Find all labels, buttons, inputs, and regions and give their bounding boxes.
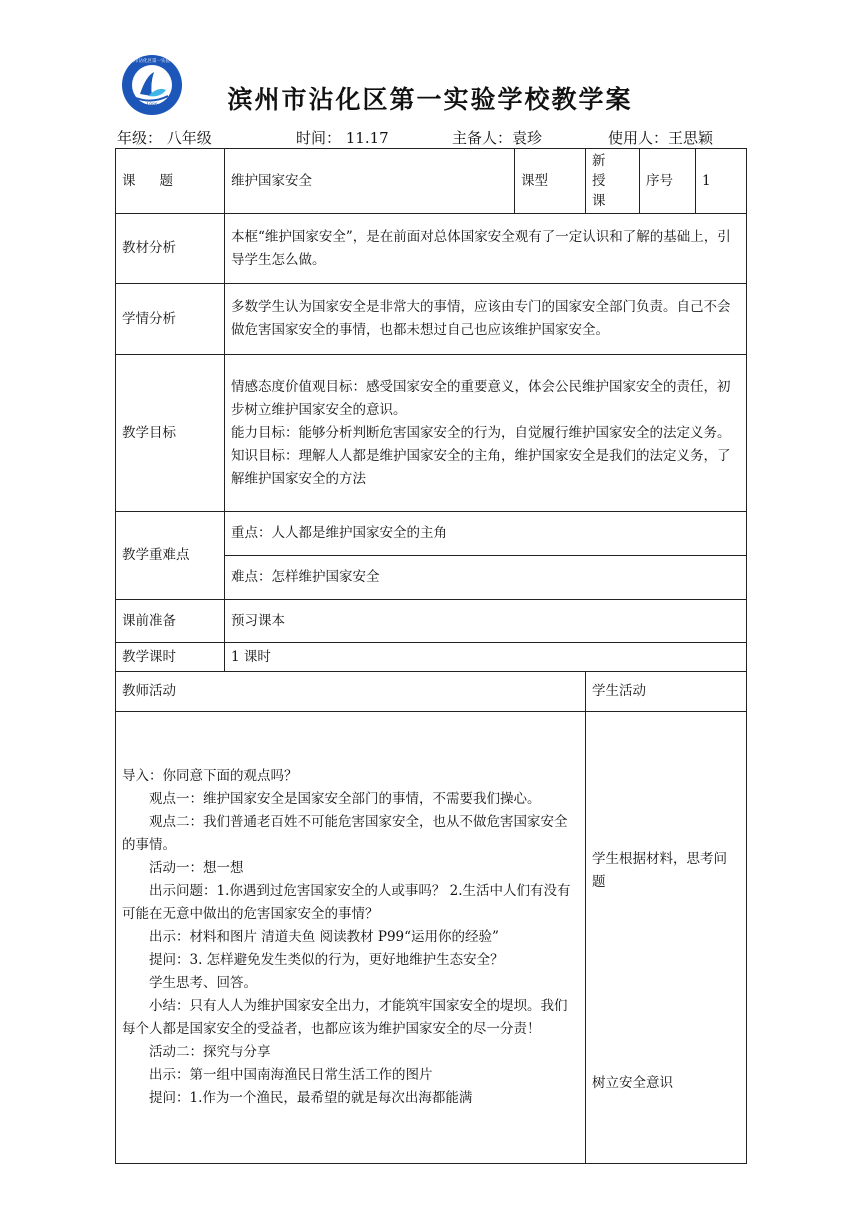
material-row xyxy=(116,214,747,284)
goals-row xyxy=(116,355,747,512)
student-label: 学情分析 xyxy=(116,284,225,355)
teacher-line: 出示问题：1.你遇到过危害国家安全的人或事吗？ 2.生活中人们有没有可能在无意中做出的危害国家安全的事情？ xyxy=(122,883,571,922)
student-note: 学生根据材料，思考问题 xyxy=(592,850,727,890)
prep-label: 课前准备 xyxy=(116,600,225,643)
goals-label: 教学目标 xyxy=(116,355,225,512)
type-label: 课型 xyxy=(515,149,586,214)
prep-row xyxy=(116,600,747,643)
teacher-line: 提问：3. 怎样避免发生类似的行为，更好地维护生态安全？ xyxy=(149,952,504,968)
hours-row xyxy=(116,643,747,672)
student-activity xyxy=(586,712,747,1164)
goals-value xyxy=(225,355,747,512)
seq-value: 1 xyxy=(696,149,747,214)
student-row xyxy=(116,284,747,355)
logo-text: 滨州市沾化区第一实验学校 xyxy=(125,59,179,64)
goal-knowledge: 知识目标：理解人人都是维护国家安全的主角，维护国家安全是我们的法定义务，了解维护国家安全的方法 xyxy=(231,447,731,487)
keypoint-row xyxy=(116,512,747,556)
difficulty-value: 难点：怎样维护国家安全 xyxy=(225,556,747,600)
grade-field: 年级： 八年级 xyxy=(117,129,212,147)
activity-header-row xyxy=(116,672,747,712)
topic-label: 课题 xyxy=(122,172,197,189)
student-note: 树立安全意识 xyxy=(592,1074,673,1091)
teacher-line: 活动二：探究与分享 xyxy=(149,1044,271,1060)
page-title: 滨州市沾化区第一实验学校教学案 xyxy=(227,85,633,114)
hours-value: 1 课时 xyxy=(225,643,747,672)
preparer-field: 主备人：袁珍 xyxy=(452,129,543,147)
student-value: 多数学生认为国家安全是非常大的事情，应该由专门的国家安全部门负责。自己不会做危害国家安全的事情，也都未想过自己也应该维护国家安全。 xyxy=(225,284,747,355)
teacher-header: 教师活动 xyxy=(116,672,586,712)
teacher-line: 出示：第一组中国南海渔民日常生活工作的图片 xyxy=(149,1067,433,1083)
activity-body-row xyxy=(116,712,747,1164)
material-label: 教材分析 xyxy=(116,214,225,284)
teacher-line: 导入：你同意下面的观点吗？ xyxy=(122,768,298,784)
type-value: 新授课 xyxy=(586,149,640,214)
teacher-line: 小结：只有人人为维护国家安全出力，才能筑牢国家安全的堤坝。我们每个人都是国家安全的受益者，也都应该为维护国家安全的尽一分责！ xyxy=(122,998,568,1037)
goal-ability: 能力目标：能够分析判断危害国家安全的行为，自觉履行维护国家安全的法定义务。 xyxy=(231,424,731,441)
seq-label: 序号 xyxy=(640,149,696,214)
topic-row xyxy=(116,149,747,214)
user-field: 使用人：王思颖 xyxy=(608,129,714,147)
teacher-line: 学生思考、回答。 xyxy=(149,975,257,991)
teacher-line: 提问：1.作为一个渔民，最希望的就是每次出海都能满 xyxy=(149,1090,473,1106)
hours-label: 教学课时 xyxy=(116,643,225,672)
teacher-line: 观点二：我们普通老百姓不可能危害国家安全，也从不做危害国家安全的事情。 xyxy=(122,814,568,853)
prep-value: 预习课本 xyxy=(225,600,747,643)
teacher-activity xyxy=(116,712,586,1164)
topic-value: 维护国家安全 xyxy=(225,149,515,214)
time-field: 时间： 11.17 xyxy=(296,129,389,147)
lesson-plan-table xyxy=(115,148,747,1164)
keypoints-label: 教学重难点 xyxy=(116,512,225,600)
student-header: 学生活动 xyxy=(586,672,747,712)
key-value: 重点：人人都是维护国家安全的主角 xyxy=(225,512,747,556)
teacher-line: 出示：材料和图片 清道夫鱼 阅读教材 P99“运用你的经验” xyxy=(149,929,499,945)
material-value: 本框“维护国家安全”，是在前面对总体国家安全观有了一定认识和了解的基础上，引导学生怎么做。 xyxy=(225,214,747,284)
goal-emotion: 情感态度价值观目标：感受国家安全的重要意义，体会公民维护国家安全的责任，初步树立维护国家安全的意识。 xyxy=(231,378,731,418)
logo-year: 1986 xyxy=(146,103,158,108)
teacher-line: 观点一：维护国家安全是国家安全部门的事情，不需要我们操心。 xyxy=(149,791,541,807)
teacher-line: 活动一：想一想 xyxy=(149,860,244,876)
